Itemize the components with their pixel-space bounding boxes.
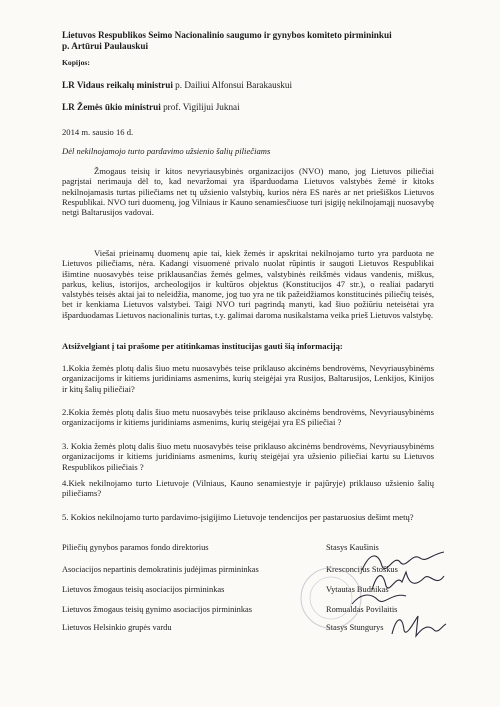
signature-3 bbox=[350, 588, 410, 608]
signatory-name-4: Romualdas Povilaitis bbox=[326, 605, 398, 614]
copy-recipient-2 bbox=[62, 102, 434, 112]
paragraph-2: Viešai prieinamų duomenų apie tai, kiek žemės ir apskritai nekilnojamo turto yra parduota ne Lietuvos piliečiams, nėra. Kadangi visuomenė privalo nuolat rūpintis ir saugoti Lietuvos Respublikai išimtine nuosavybės teise priklausančias žemės gelmes, valstybinės reikšmės vidaus vandenis, miškus, parkus, kelius, istorijos, archeologijos ir kultūros objektus (Konstitucijos 47 str.), o realiai padaryti valstybės teisės aktai jai to neleidžia, manome, jog tuo yra ne tik pažeidžiamos konstitucinės piliečių teisės, bet ir kenkiama Lietuvos valstybei. Taigi NVO turi pagrindą manyti, kad šiuo požiūriu neteisėtai yra išparduodamas Lietuvos nacionalinis turtas, t.y. galimai daroma nusikalstama veika prieš Lietuvos valstybę. bbox=[62, 248, 434, 320]
request-heading: Atsižvelgiant į tai prašome per atitinkamas institucijas gauti šią informaciją: bbox=[62, 341, 343, 351]
signatory-name-1: Stasys Kaušinis bbox=[326, 543, 379, 552]
signatory-org-2: Asociacijos nepartinis demokratinis judėjimas pirmininkas bbox=[62, 565, 259, 574]
question-4: 4.Kiek nekilnojamo turto Lietuvoje (Vilniaus, Kauno senamiestyje ir pajūryje) priklauso užsienio šalių piliečiams? bbox=[62, 478, 434, 499]
copy-recipient-1-title: LR Vidaus reikalų ministrui bbox=[62, 80, 173, 90]
question-3: 3. Kokia žemės plotų dalis šiuo metu nuosavybės teise priklauso akcinėms bendrovėms, Nevyriausybinėms organizacijoms ir kitiems juridiniams asmenims, kurių steigėjai yra užsienio piliečiai kartu su Lietuvos Respublikos piliečiais ? bbox=[62, 441, 434, 472]
recipient-line-2: p. Artūrui Paulauskui bbox=[62, 40, 149, 51]
copy-recipient-2-name: prof. Vigilijui Juknai bbox=[160, 102, 240, 112]
copies-label: Kopijos: bbox=[62, 58, 90, 67]
letter-subject: Dėl nekilnojamojo turto pardavimo užsienio šalių piliečiams bbox=[62, 146, 271, 156]
question-1: 1.Kokia žemės plotų dalis šiuo metu nuosavybės teise priklauso akcinėms bendrovėms, Nevyriausybinėms organizacijoms ir kitiems juridiniams asmenims, kurių steigėjai yra Rusijos, Baltarusijos, Lenkijos, Kinijos ir kitų šalių piliečiai? bbox=[62, 363, 434, 394]
letter-date: 2014 m. sausio 16 d. bbox=[62, 127, 134, 137]
signatory-name-5: Stasys Stungurys bbox=[326, 623, 384, 632]
question-2: 2.Kokia žemės plotų dalis šiuo metu nuosavybės teise priklauso akcinėms bendrovėms, Nevyriausybinėms organizacijoms ir kitiems juridiniams asmenims, kurių steigėjai yra ES piliečiai ? bbox=[62, 407, 434, 428]
copy-recipient-1 bbox=[62, 80, 434, 90]
signatory-org-5: Lietuvos Helsinkio grupės vardu bbox=[62, 623, 172, 632]
copy-recipient-1-name: p. Dailiui Alfonsui Barakauskui bbox=[172, 80, 293, 90]
signatory-name-2: Kresconcijus Stoškus bbox=[326, 565, 398, 574]
signatory-org-3: Lietuvos žmogaus teisių asociacijos pirmininkas bbox=[62, 585, 225, 594]
paragraph-1: Žmogaus teisių ir kitos nevyriausybinės organizacijos (NVO) mano, jog Lietuvos piliečiai pagrįstai nerimauja dėl to, kad nevaržomai yra išparduodama Lietuvos valstybės žemė ir kitoks nekilnojamasis turtas piliečiams net tų užsienio valstybių, kurios nėra ES narės ar net priešiškos Lietuvos Respublikai. NVO turi duomenų, jog Vilniaus ir Kauno senamiesčiuose turi įsigiję nekilnojamąjį nuosavybę netgi Baltarusijos vadovai. bbox=[62, 166, 434, 218]
recipient-line-1: Lietuvos Respublikos Seimo Nacionalinio saugumo ir gynybos komiteto pirmininkui bbox=[62, 30, 392, 40]
recipient-block bbox=[62, 30, 434, 51]
question-5: 5. Kokios nekilnojamo turto pardavimo-įsigijimo Lietuvoje tendencijos per pastaruosius dešimt metų? bbox=[62, 512, 414, 522]
signatory-org-4: Lietuvos žmogaus teisių gynimo asociacijos pirmininkas bbox=[62, 605, 253, 614]
signatory-row-5 bbox=[62, 623, 442, 632]
signatory-name-3: Vytautas Budnikas bbox=[326, 585, 389, 594]
signature-5 bbox=[388, 612, 448, 640]
signatory-org-1: Piliečių gynybos paramos fondo direktorius bbox=[62, 543, 209, 552]
copy-recipient-2-title: LR Žemės ūkio ministrui bbox=[62, 102, 161, 112]
